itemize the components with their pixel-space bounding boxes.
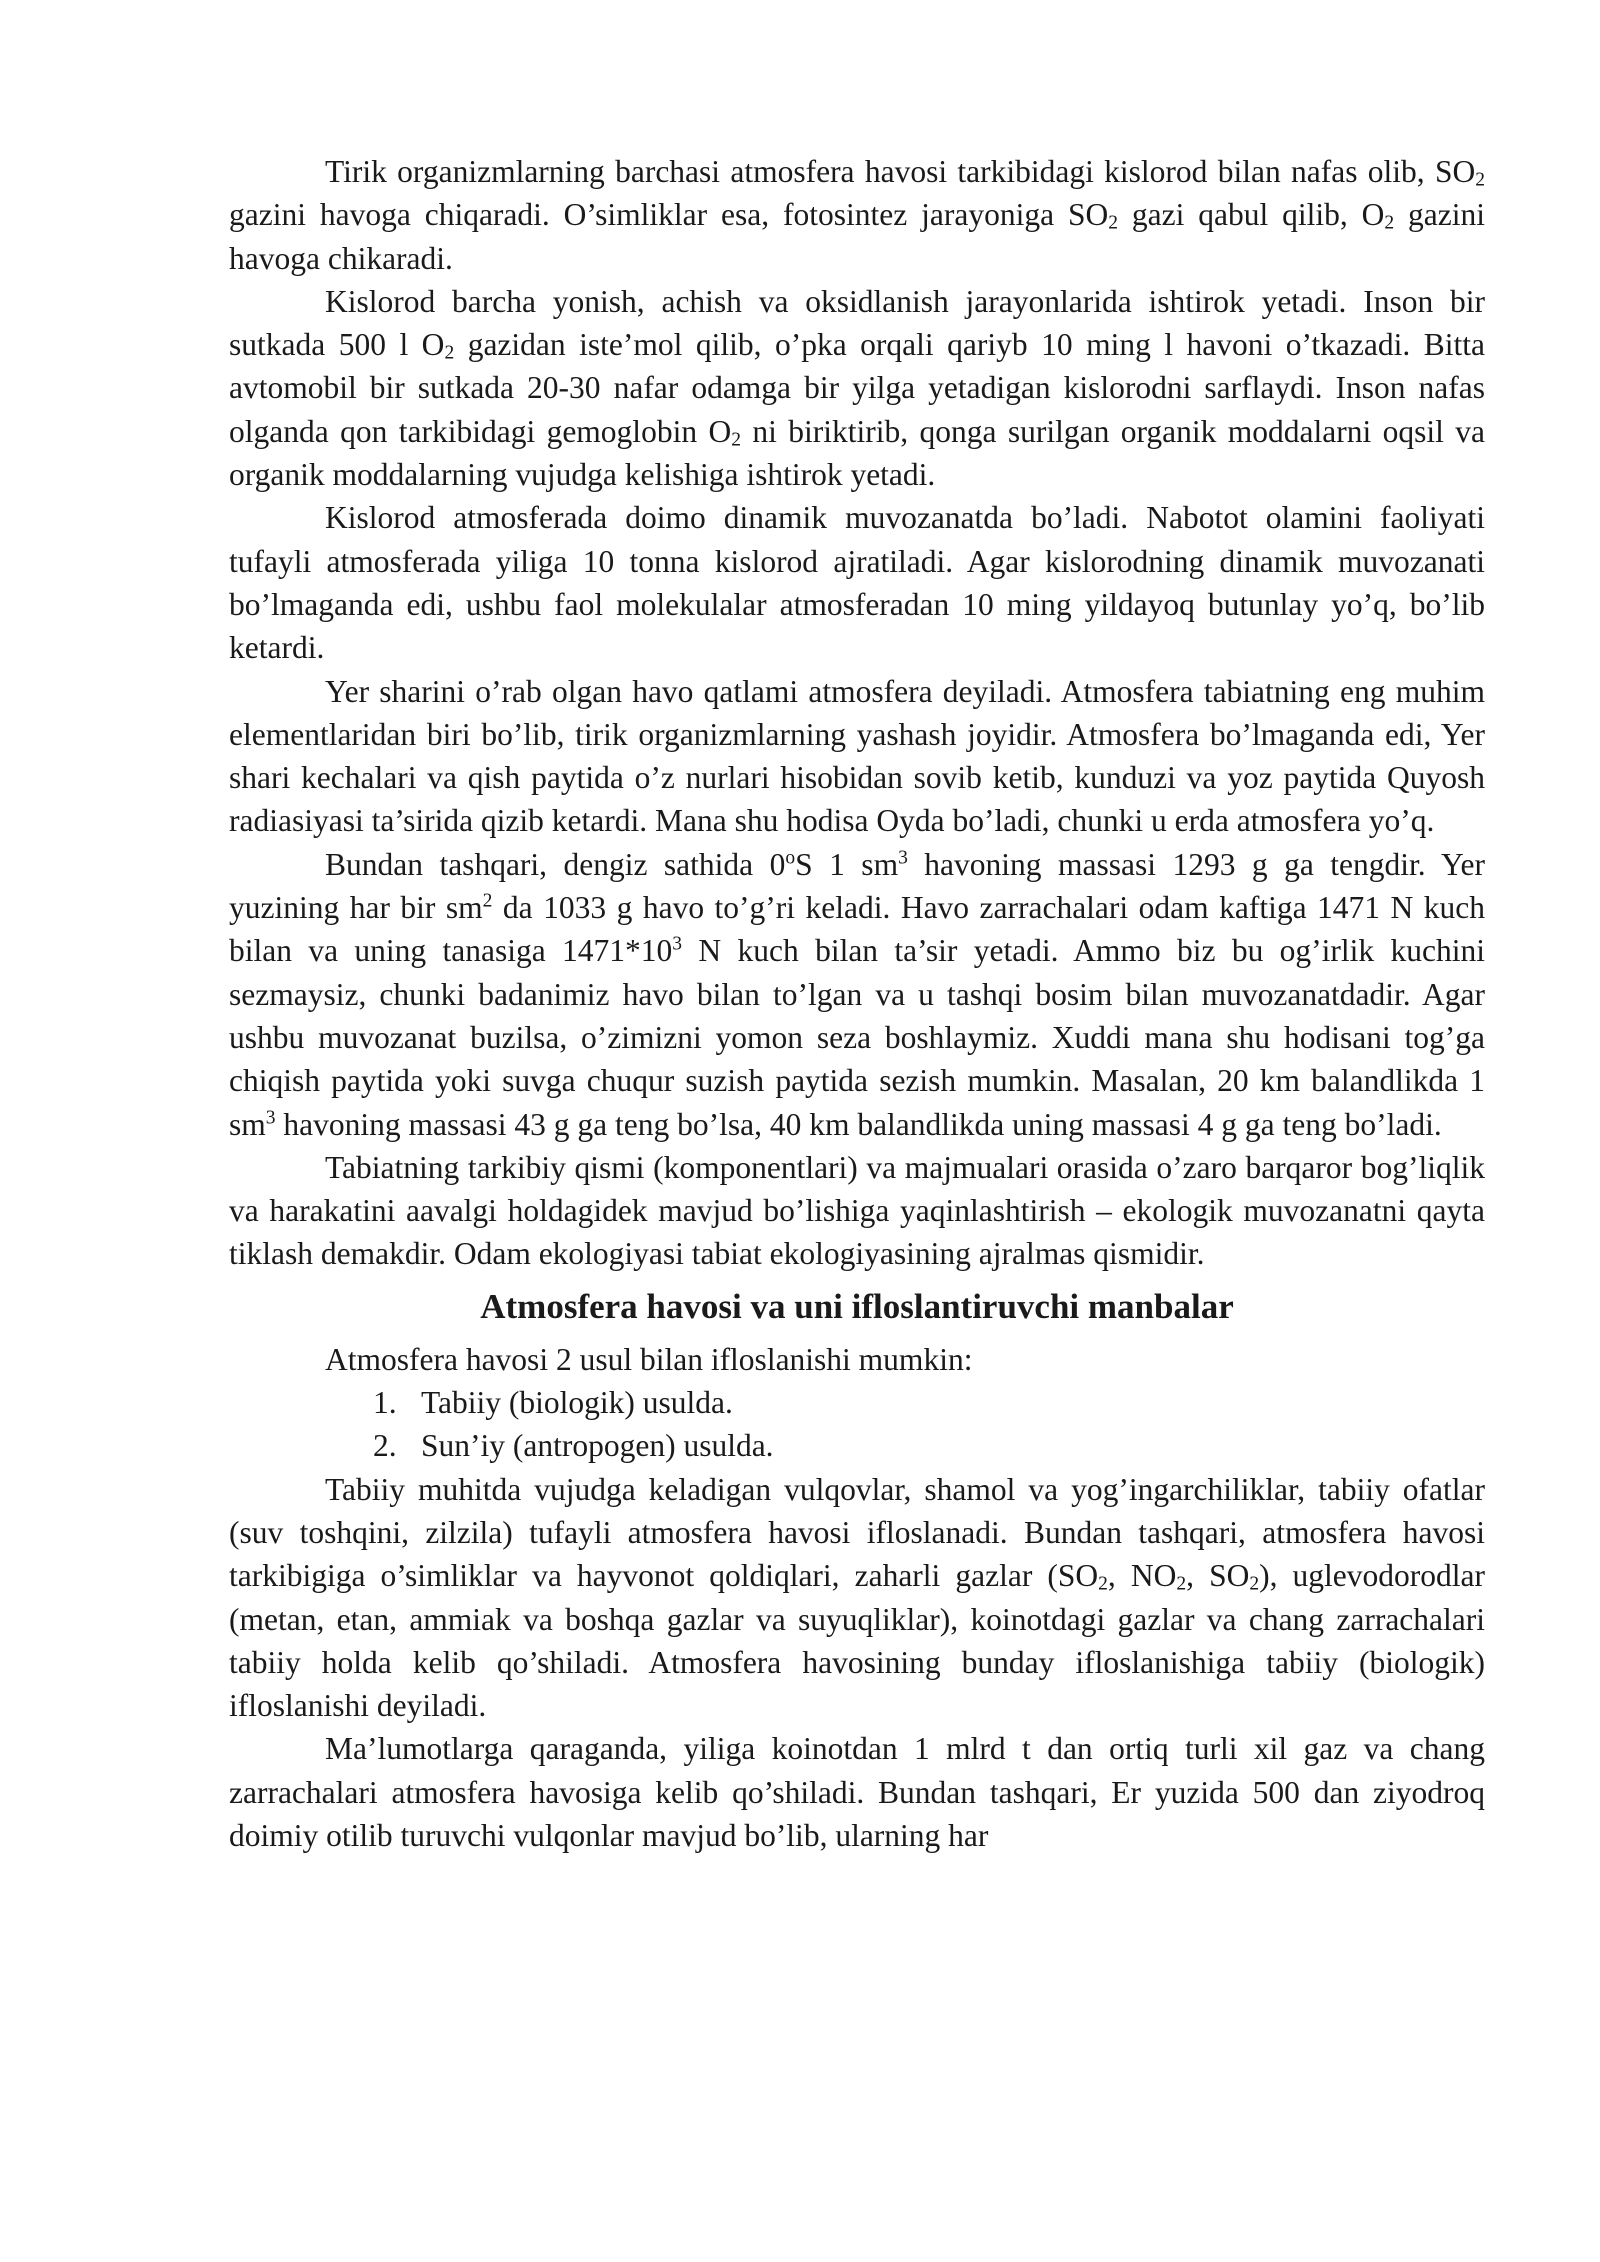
list-item xyxy=(229,1381,1485,1424)
paragraph: Yer sharini o’rab olgan havo qatlami atmosfera deyiladi. Atmosfera tabiatning eng muhim elementlaridan biri bo’lib, tirik organizmlarning yashash joyidir. Atmosfera bo’lmaganda edi, Yer shari kechalari va qish paytida o’z nurlari hisobidan sovib ketib, kunduzi va yoz paytida Quyosh radiasiyasi ta’sirida qizib ketardi. Mana shu hodisa Oyda bo’ladi, chunki u erda atmosfera yo’q. xyxy=(229,673,1485,839)
paragraph: Ma’lumotlarga qaraganda, yiliga koinotdan 1 mlrd t dan ortiq turli xil gaz va chang zarrachalari atmosfera havosiga kelib qo’shiladi. Bundan tashqari, Er yuzida 500 dan ziyodroq doimiy otilib turuvchi vulqonlar mavjud bo’lib, ularning har xyxy=(229,1731,1485,1853)
paragraph: Atmosfera havosi 2 usul bilan ifloslanishi mumkin: xyxy=(325,1341,973,1377)
text-run: , SO xyxy=(1186,1558,1250,1594)
subscript: 2 xyxy=(1384,212,1395,234)
text-run: Bundan tashqari, dengiz sathida 0 xyxy=(325,846,786,882)
list-number: 2. xyxy=(373,1428,397,1464)
text-run: Tirik organizmlarning barchasi atmosfera havosi tarkibidagi kislorod bilan nafas olib, SO xyxy=(325,154,1476,189)
paragraph: Tabiatning tarkibiy qismi (komponentlari) va majmualari orasida o’zaro barqaror bog’liqlik va harakatini aavalgi holdagidek mavjud bo’lishiga yaqinlashtirish – ekologik muvozanatni qayta tiklash demakdir. Odam ekologiyasi tabiat ekologiyasining ajralmas qismidir. xyxy=(229,1149,1485,1272)
text-run: havoning massasi 1293 g ga tengdir. Yer yuzining har bir sm xyxy=(229,846,1486,926)
subscript: 2 xyxy=(1108,212,1118,234)
list-item-text: Sun’iy (antropogen) usulda. xyxy=(421,1428,774,1464)
paragraph xyxy=(229,150,1485,280)
text-run: ), uglevodorodlar (metan, etan, ammiak va boshqa gazlar va suyuqliklar), koinotdagi gazlar va chang zarrachalari tabiiy holda kelib qo’shiladi. Atmosfera havosining bunday ifloslanishiga tabiiy (biologik) ifloslanishi deyiladi. xyxy=(229,1558,1485,1724)
document-page xyxy=(229,150,1485,1857)
list-number: 1. xyxy=(373,1385,397,1421)
text-run: Tabiiy muhitda vujudga keladigan vulqovlar, shamol va yog’ingarchiliklar, tabiiy ofatlar (suv toshqini, zilzila) tufayli atmosfera havosi ifloslanadi. Bundan tashqari, atmosfera havosi tarkibigiga o’simliklar va hayvonot qoldiqlari, zaharli gazlar (SO xyxy=(229,1471,1485,1594)
superscript: 3 xyxy=(898,847,908,869)
text-run: ni biriktirib, qonga surilgan organik moddalarni oqsil va organik moddalarning vujudga kelishiga ishtirok yetadi. xyxy=(229,413,1485,493)
paragraph: Kislorod atmosferada doimo dinamik muvozanatda bo’ladi. Nabotot olamini faoliyati tufayli atmosferada yiliga 10 tonna kislorod ajratiladi. Agar kislorodning dinamik muvozanati bo’lmaganda edi, ushbu faol molekulalar atmosferadan 10 ming yildayoq butunlay yo’q, bo’lib ketardi. xyxy=(229,500,1485,666)
subscript: 2 xyxy=(1176,1573,1187,1595)
subscript: 2 xyxy=(731,429,741,451)
superscript: o xyxy=(785,847,796,869)
text-run: gazini havoga chiqaradi. O’simliklar esa, fotosintez jarayoniga SO xyxy=(229,197,1109,233)
paragraph xyxy=(229,280,1485,496)
text-run: N kuch bilan ta’sir yetadi. Ammo biz bu og’irlik kuchini sezmaysiz, chunki badanimiz havo bilan to’lgan va u tashqi bosim bilan muvozanatdadir. Agar ushbu muvozanat buzilsa, o’zimizni yomon seza boshlaymiz. Xuddi mana shu hodisani tog’ga chiqish paytida yoki suvga chuqur suzish paytida sezish mumkin. Masalan, 20 km balandlikda 1 sm xyxy=(229,933,1485,1142)
section-heading: Atmosfera havosi va uni ifloslantiruvchi manbalar xyxy=(480,1286,1234,1326)
paragraph xyxy=(229,843,1485,1146)
text-run: da 1033 g havo to’g’ri keladi. Havo zarrachalari odam kaftiga 1471 N kuch bilan va uning tanasiga 1471*10 xyxy=(229,890,1485,969)
text-run: gazini havoga chikaradi. xyxy=(229,197,1486,276)
text-run: , NO xyxy=(1107,1558,1177,1594)
text-run: Kislorod barcha yonish, achish va oksidlanish jarayonlarida ishtirok yetadi. Inson bir sutkada 500 l O xyxy=(229,283,1485,363)
text-run: S 1 sm xyxy=(795,846,899,882)
subscript: 2 xyxy=(1098,1573,1108,1595)
text-run: gazidan iste’mol qilib, o’pka orqali qariyb 10 ming l havoni o’tkazadi. Bitta avtomobil bir sutkada 20-30 nafar odamga bir yilga yetadigan kislorodni sarflaydi. Inson nafas olganda qon tarkibidagi gemoglobin O xyxy=(229,327,1485,449)
subscript: 2 xyxy=(1475,169,1485,191)
list-item xyxy=(229,1424,1485,1467)
subscript: 2 xyxy=(1249,1573,1260,1595)
list-item-text: Tabiiy (biologik) usulda. xyxy=(421,1385,733,1421)
text-run: havoning massasi 43 g ga teng bo’lsa, 40 km balandlikda uning massasi 4 g ga teng bo’ladi. xyxy=(275,1106,1442,1142)
text-run: gazi qabul qilib, O xyxy=(1118,197,1385,233)
superscript: 2 xyxy=(482,890,493,912)
subscript: 2 xyxy=(444,342,455,364)
paragraph xyxy=(229,1468,1485,1728)
numbered-list xyxy=(229,1381,1485,1468)
superscript: 3 xyxy=(672,933,683,955)
superscript: 3 xyxy=(265,1106,276,1128)
